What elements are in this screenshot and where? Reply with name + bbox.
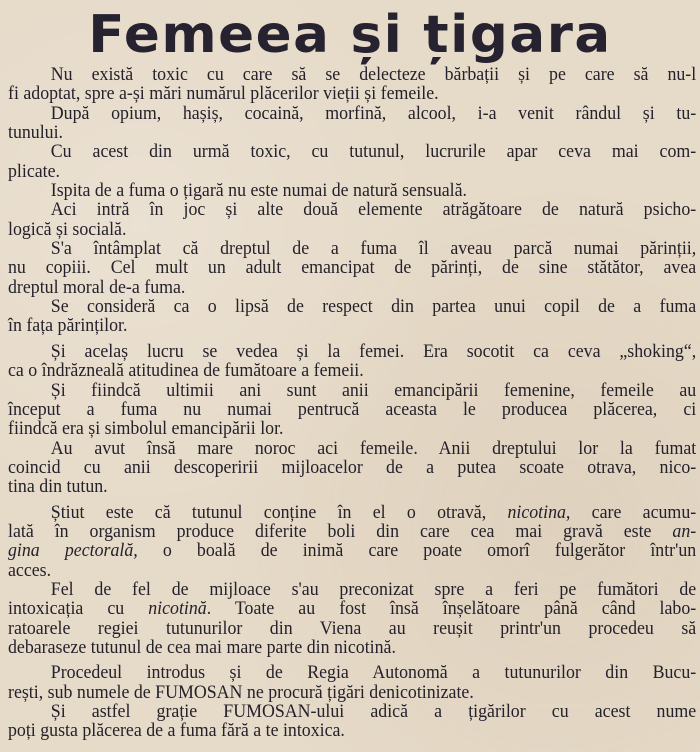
emphasized-term: an- <box>672 520 697 542</box>
article-paragraph <box>8 439 696 497</box>
text-line: Ispita de a fuma o țigară nu este numai de natură sensuală. <box>50 180 467 202</box>
article-paragraph <box>8 142 696 181</box>
text-line: fi adoptat, spre a-și mări numărul plăcerilor vieții și femeile. <box>8 83 439 105</box>
text-line: tunului. <box>8 122 64 144</box>
article-paragraph <box>8 239 696 297</box>
article-paragraph <box>8 580 696 657</box>
text-line: plicate. <box>8 160 61 182</box>
text-line: Se consideră ca o lipsă de respect din partea unui copil de a fuma <box>50 296 697 318</box>
article-paragraph <box>8 181 696 200</box>
text-line: logică și socială. <box>8 218 127 240</box>
text-line: ratoarele regiei tutunurilor din Viena au reușit printr'un procedeu să <box>8 617 697 639</box>
text-line: lată în organism produce diferite boli din care cea mai gravă este an- <box>8 520 697 542</box>
text-line: Fel de fel de mijloace s'au preconizat spre a feri pe fumători de <box>50 578 697 600</box>
article-body <box>8 65 696 741</box>
text-line: început a fuma nu numai pentrucă aceasta le producea plăcerea, ci <box>8 398 697 420</box>
article-paragraph <box>8 342 696 381</box>
text-line: Au avut însă mare noroc aci femeile. Anii dreptului lor la fumat <box>50 437 697 459</box>
text-line: Aci intră în joc și alte două elemente atrăgătoare de natură psicho- <box>50 199 697 221</box>
article-paragraph <box>8 200 696 239</box>
article-paragraph <box>8 381 696 439</box>
text-line: nu copiii. Cel mult un adult emancipat de părinți, de sine stătător, avea <box>8 257 697 279</box>
text-line: Și astfel grație FUMOSAN-ului adică a țigărilor cu acest nume <box>50 701 697 722</box>
article-paragraph <box>8 663 696 702</box>
emphasized-term: gina pectorală, <box>8 540 138 562</box>
article-paragraph <box>8 503 696 580</box>
article-paragraph <box>8 702 696 741</box>
emphasized-term: nicotină <box>148 598 207 620</box>
text-line: ca o îndrăzneală atitudinea de fumătoare a femeii. <box>8 360 364 382</box>
text-line: fiindcă era și simbolul emancipării lor. <box>8 418 284 440</box>
text-line: acces. <box>8 559 52 581</box>
article-paragraph <box>8 297 696 336</box>
article-title: Femeea și țigara <box>88 5 612 65</box>
text-line: în fața părinților. <box>8 315 128 337</box>
text-line: intoxicația cu nicotină. Toate au fost însă înșelătoare până când labo- <box>8 598 697 620</box>
text-line: gina pectorală, o boală de inimă care poate omorî fulgerător într'un <box>8 540 697 562</box>
text-line: debaraseze tutunul de cea mai mare parte din nicotină. <box>8 636 396 658</box>
text-line: Știut este că tutunul conține în el o otravă, nicotina, care acumu- <box>50 501 697 523</box>
text-line: Cu acest din urmă toxic, cu tutunul, lucrurile apar ceva mai com- <box>50 141 697 163</box>
article-paragraph <box>8 65 696 104</box>
text-line: Procedeul introdus și de Regia Autonomă a tutunurilor din Bucu- <box>50 662 697 684</box>
text-line: dreptul moral de-a fuma. <box>8 276 186 298</box>
text-line: coincid cu anii descoperirii mijloacelor de a putea scoate otrava, nico- <box>8 456 697 478</box>
text-line: tina din tutun. <box>8 476 108 498</box>
text-line: poți gusta plăcerea de a fuma fără a te intoxica. <box>8 720 345 742</box>
text-line: rești, sub numele de FUMOSAN ne procură țigări denicotinizate. <box>8 681 474 703</box>
article-paragraph <box>8 104 696 143</box>
text-line: Și fiindcă ultimii ani sunt anii emancipării femenine, femeile au <box>50 379 697 401</box>
emphasized-term: nicotina, <box>507 501 571 523</box>
text-line: Nu există toxic cu care să se delecteze bărbații și pe care să nu-l <box>50 64 697 85</box>
text-line: Și acelaș lucru se vedea și la femei. Era socotit ca ceva „shoking“, <box>50 340 697 362</box>
text-line: După opium, hașiș, cocaină, morfină, alcool, i-a venit rândul și tu- <box>50 102 697 124</box>
text-line: S'a întâmplat că dreptul de a fuma îl aveau parcă numai părinții, <box>50 238 697 260</box>
